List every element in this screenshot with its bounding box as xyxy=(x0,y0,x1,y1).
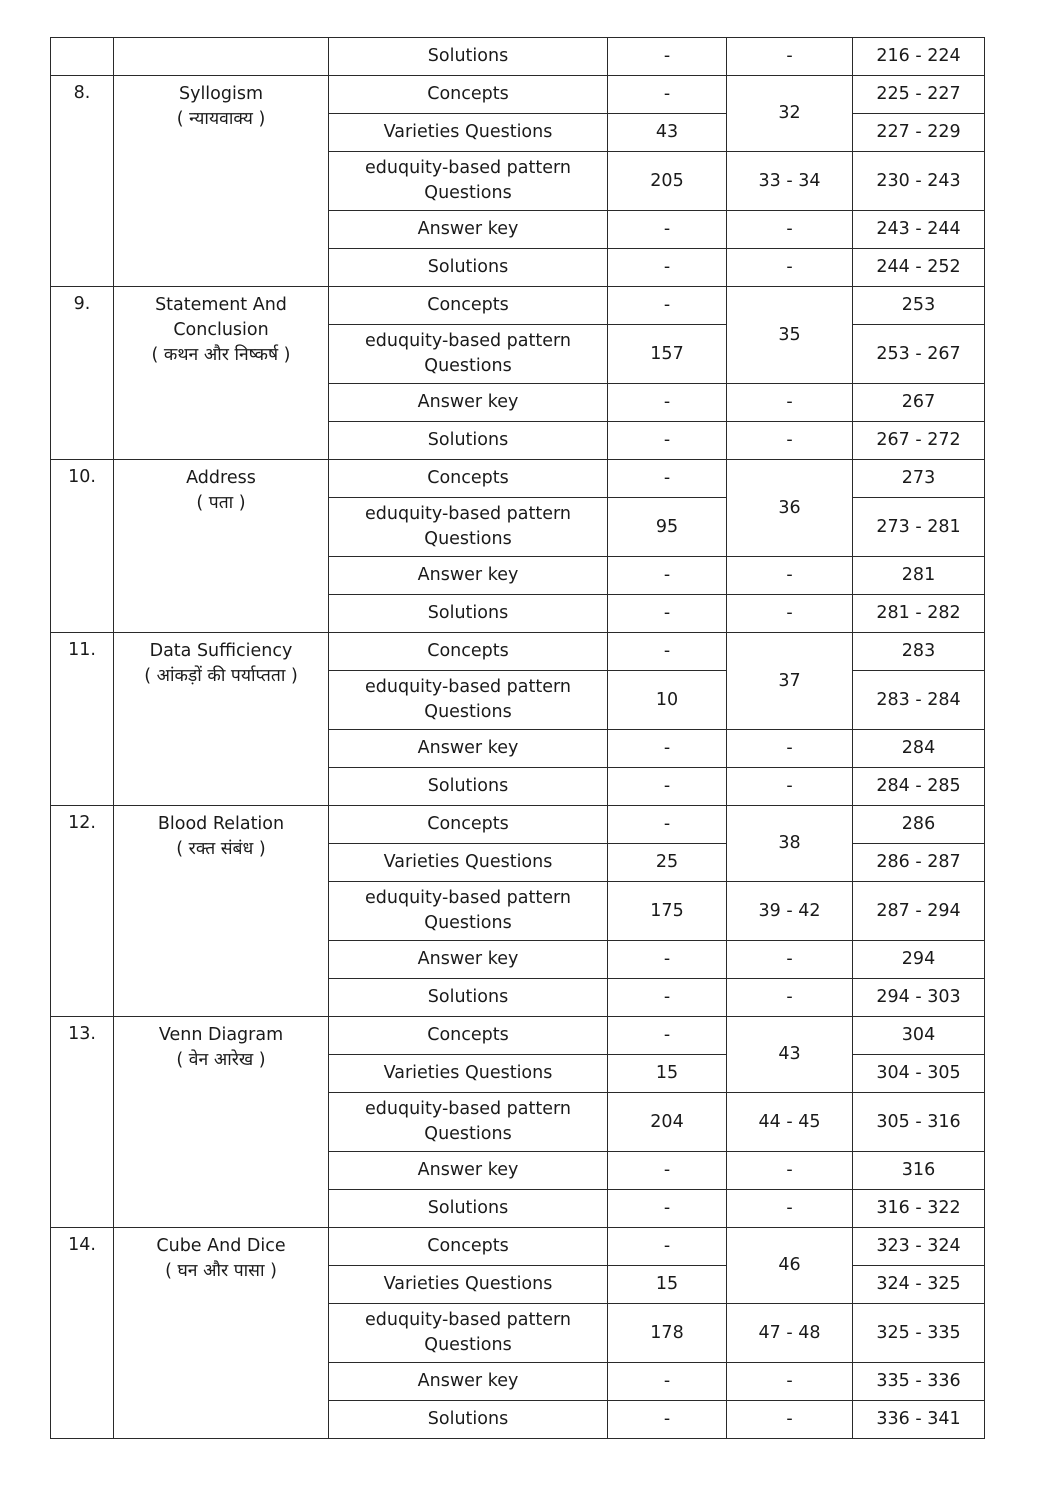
question-count: - xyxy=(608,633,727,671)
practice-number: 36 xyxy=(727,460,853,557)
table-row xyxy=(51,76,985,114)
question-count: - xyxy=(608,1363,727,1401)
practice-number: - xyxy=(727,38,853,76)
chapter-number: 8. xyxy=(51,76,114,287)
page-range: 336 - 341 xyxy=(853,1401,985,1439)
practice-number: 44 - 45 xyxy=(727,1093,853,1152)
section-name: Varieties Questions xyxy=(329,1055,608,1093)
question-count: - xyxy=(608,76,727,114)
table-row xyxy=(51,287,985,325)
question-count: - xyxy=(608,730,727,768)
contents-table-body xyxy=(51,38,985,1439)
chapter-title-cell xyxy=(114,806,329,1017)
page-range: 243 - 244 xyxy=(853,211,985,249)
chapter-title: Statement And Conclusion xyxy=(155,295,287,340)
page-range: 281 - 282 xyxy=(853,595,985,633)
question-count: - xyxy=(608,422,727,460)
practice-number: - xyxy=(727,941,853,979)
practice-number: - xyxy=(727,422,853,460)
section-name: Solutions xyxy=(329,249,608,287)
practice-number: - xyxy=(727,730,853,768)
page-range: 286 xyxy=(853,806,985,844)
chapter-title-cell xyxy=(114,1017,329,1228)
question-count: - xyxy=(608,1401,727,1439)
table-row xyxy=(51,1017,985,1055)
practice-number: 43 xyxy=(727,1017,853,1093)
practice-number: 46 xyxy=(727,1228,853,1304)
practice-number: - xyxy=(727,1152,853,1190)
question-count: 205 xyxy=(608,152,727,211)
section-name: Solutions xyxy=(329,979,608,1017)
chapter-title-cell xyxy=(114,38,329,76)
page-range: 324 - 325 xyxy=(853,1266,985,1304)
page-range: 335 - 336 xyxy=(853,1363,985,1401)
page-range: 283 xyxy=(853,633,985,671)
page-range: 305 - 316 xyxy=(853,1093,985,1152)
page-range: 304 xyxy=(853,1017,985,1055)
section-name: Varieties Questions xyxy=(329,1266,608,1304)
section-name: Answer key xyxy=(329,1363,608,1401)
question-count: 10 xyxy=(608,671,727,730)
page-range: 267 xyxy=(853,384,985,422)
question-count: - xyxy=(608,941,727,979)
page-range: 244 - 252 xyxy=(853,249,985,287)
question-count: 15 xyxy=(608,1055,727,1093)
page-range: 316 xyxy=(853,1152,985,1190)
chapter-title-hindi: ( न्यायवाक्य ) xyxy=(176,109,266,129)
section-name: eduquity-based pattern Questions xyxy=(329,882,608,941)
section-name: Answer key xyxy=(329,1152,608,1190)
practice-number: - xyxy=(727,595,853,633)
practice-number: - xyxy=(727,1363,853,1401)
page-range: 216 - 224 xyxy=(853,38,985,76)
page-range: 225 - 227 xyxy=(853,76,985,114)
page-range: 227 - 229 xyxy=(853,114,985,152)
chapter-title: Venn Diagram xyxy=(158,1025,284,1045)
chapter-number: 14. xyxy=(51,1228,114,1439)
page-range: 294 xyxy=(853,941,985,979)
section-name: Varieties Questions xyxy=(329,114,608,152)
question-count: - xyxy=(608,287,727,325)
question-count: - xyxy=(608,38,727,76)
question-count: - xyxy=(608,979,727,1017)
section-name: Concepts xyxy=(329,806,608,844)
section-name: Concepts xyxy=(329,633,608,671)
page-range: 253 - 267 xyxy=(853,325,985,384)
chapter-title: Data Sufficiency xyxy=(149,641,293,661)
table-row xyxy=(51,806,985,844)
practice-number: 35 xyxy=(727,287,853,384)
chapter-title-cell xyxy=(114,287,329,460)
chapter-number: 9. xyxy=(51,287,114,460)
section-name: eduquity-based pattern Questions xyxy=(329,152,608,211)
question-count: - xyxy=(608,211,727,249)
table-row xyxy=(51,460,985,498)
chapter-title-hindi: ( घन और पासा ) xyxy=(165,1261,277,1281)
table-row xyxy=(51,1228,985,1266)
practice-number: - xyxy=(727,768,853,806)
section-name: Solutions xyxy=(329,38,608,76)
chapter-title-hindi: ( वेन आरेख ) xyxy=(176,1050,266,1070)
practice-number: 37 xyxy=(727,633,853,730)
page-range: 273 xyxy=(853,460,985,498)
page-range: 230 - 243 xyxy=(853,152,985,211)
page-range: 283 - 284 xyxy=(853,671,985,730)
section-name: Solutions xyxy=(329,1401,608,1439)
practice-number: - xyxy=(727,1190,853,1228)
question-count: - xyxy=(608,1017,727,1055)
practice-number: - xyxy=(727,211,853,249)
section-name: Solutions xyxy=(329,422,608,460)
question-count: - xyxy=(608,595,727,633)
chapter-title-cell xyxy=(114,460,329,633)
practice-number: 47 - 48 xyxy=(727,1304,853,1363)
section-name: Answer key xyxy=(329,211,608,249)
chapter-number: 12. xyxy=(51,806,114,1017)
chapter-title: Syllogism xyxy=(178,84,264,104)
chapter-title: Blood Relation xyxy=(157,814,285,834)
chapter-number-cell xyxy=(51,38,114,76)
chapter-title-cell xyxy=(114,1228,329,1439)
chapter-title-cell xyxy=(114,76,329,287)
section-name: eduquity-based pattern Questions xyxy=(329,325,608,384)
page-range: 323 - 324 xyxy=(853,1228,985,1266)
chapter-number: 11. xyxy=(51,633,114,806)
question-count: 95 xyxy=(608,498,727,557)
chapter-title-hindi: ( पता ) xyxy=(196,493,246,513)
chapter-title-cell xyxy=(114,633,329,806)
chapter-title: Address xyxy=(186,468,256,488)
chapter-title-hindi: ( आंकड़ों की पर्याप्तता ) xyxy=(144,666,298,686)
question-count: 25 xyxy=(608,844,727,882)
page-range: 284 xyxy=(853,730,985,768)
contents-table xyxy=(50,37,985,1439)
practice-number: 39 - 42 xyxy=(727,882,853,941)
table-row xyxy=(51,38,985,76)
section-name: Concepts xyxy=(329,460,608,498)
chapter-title-hindi: ( कथन और निष्कर्ष ) xyxy=(151,345,291,365)
section-name: eduquity-based pattern Questions xyxy=(329,1093,608,1152)
question-count: - xyxy=(608,1228,727,1266)
section-name: Concepts xyxy=(329,76,608,114)
practice-number: - xyxy=(727,384,853,422)
question-count: - xyxy=(608,806,727,844)
section-name: Solutions xyxy=(329,1190,608,1228)
question-count: - xyxy=(608,1190,727,1228)
question-count: - xyxy=(608,557,727,595)
practice-number: 32 xyxy=(727,76,853,152)
section-name: Solutions xyxy=(329,768,608,806)
question-count: - xyxy=(608,1152,727,1190)
section-name: eduquity-based pattern Questions xyxy=(329,1304,608,1363)
section-name: eduquity-based pattern Questions xyxy=(329,671,608,730)
practice-number: - xyxy=(727,557,853,595)
chapter-number: 13. xyxy=(51,1017,114,1228)
section-name: Varieties Questions xyxy=(329,844,608,882)
page-range: 325 - 335 xyxy=(853,1304,985,1363)
section-name: Concepts xyxy=(329,1017,608,1055)
section-name: Concepts xyxy=(329,287,608,325)
table-row xyxy=(51,633,985,671)
practice-number: - xyxy=(727,1401,853,1439)
practice-number: 38 xyxy=(727,806,853,882)
page-range: 304 - 305 xyxy=(853,1055,985,1093)
section-name: Answer key xyxy=(329,384,608,422)
section-name: Solutions xyxy=(329,595,608,633)
practice-number: 33 - 34 xyxy=(727,152,853,211)
chapter-title-hindi: ( रक्त संबंध ) xyxy=(176,839,266,859)
section-name: eduquity-based pattern Questions xyxy=(329,498,608,557)
chapter-number: 10. xyxy=(51,460,114,633)
question-count: - xyxy=(608,768,727,806)
table-of-contents xyxy=(50,37,984,1439)
page-range: 316 - 322 xyxy=(853,1190,985,1228)
chapter-title: Cube And Dice xyxy=(156,1236,286,1256)
section-name: Answer key xyxy=(329,941,608,979)
page-range: 267 - 272 xyxy=(853,422,985,460)
question-count: - xyxy=(608,460,727,498)
question-count: 43 xyxy=(608,114,727,152)
section-name: Concepts xyxy=(329,1228,608,1266)
question-count: - xyxy=(608,249,727,287)
question-count: 204 xyxy=(608,1093,727,1152)
page-range: 294 - 303 xyxy=(853,979,985,1017)
practice-number: - xyxy=(727,249,853,287)
page-range: 253 xyxy=(853,287,985,325)
page-range: 273 - 281 xyxy=(853,498,985,557)
question-count: 157 xyxy=(608,325,727,384)
question-count: 15 xyxy=(608,1266,727,1304)
page-range: 284 - 285 xyxy=(853,768,985,806)
question-count: 175 xyxy=(608,882,727,941)
page-range: 286 - 287 xyxy=(853,844,985,882)
question-count: 178 xyxy=(608,1304,727,1363)
section-name: Answer key xyxy=(329,730,608,768)
page-range: 287 - 294 xyxy=(853,882,985,941)
page-range: 281 xyxy=(853,557,985,595)
section-name: Answer key xyxy=(329,557,608,595)
question-count: - xyxy=(608,384,727,422)
practice-number: - xyxy=(727,979,853,1017)
